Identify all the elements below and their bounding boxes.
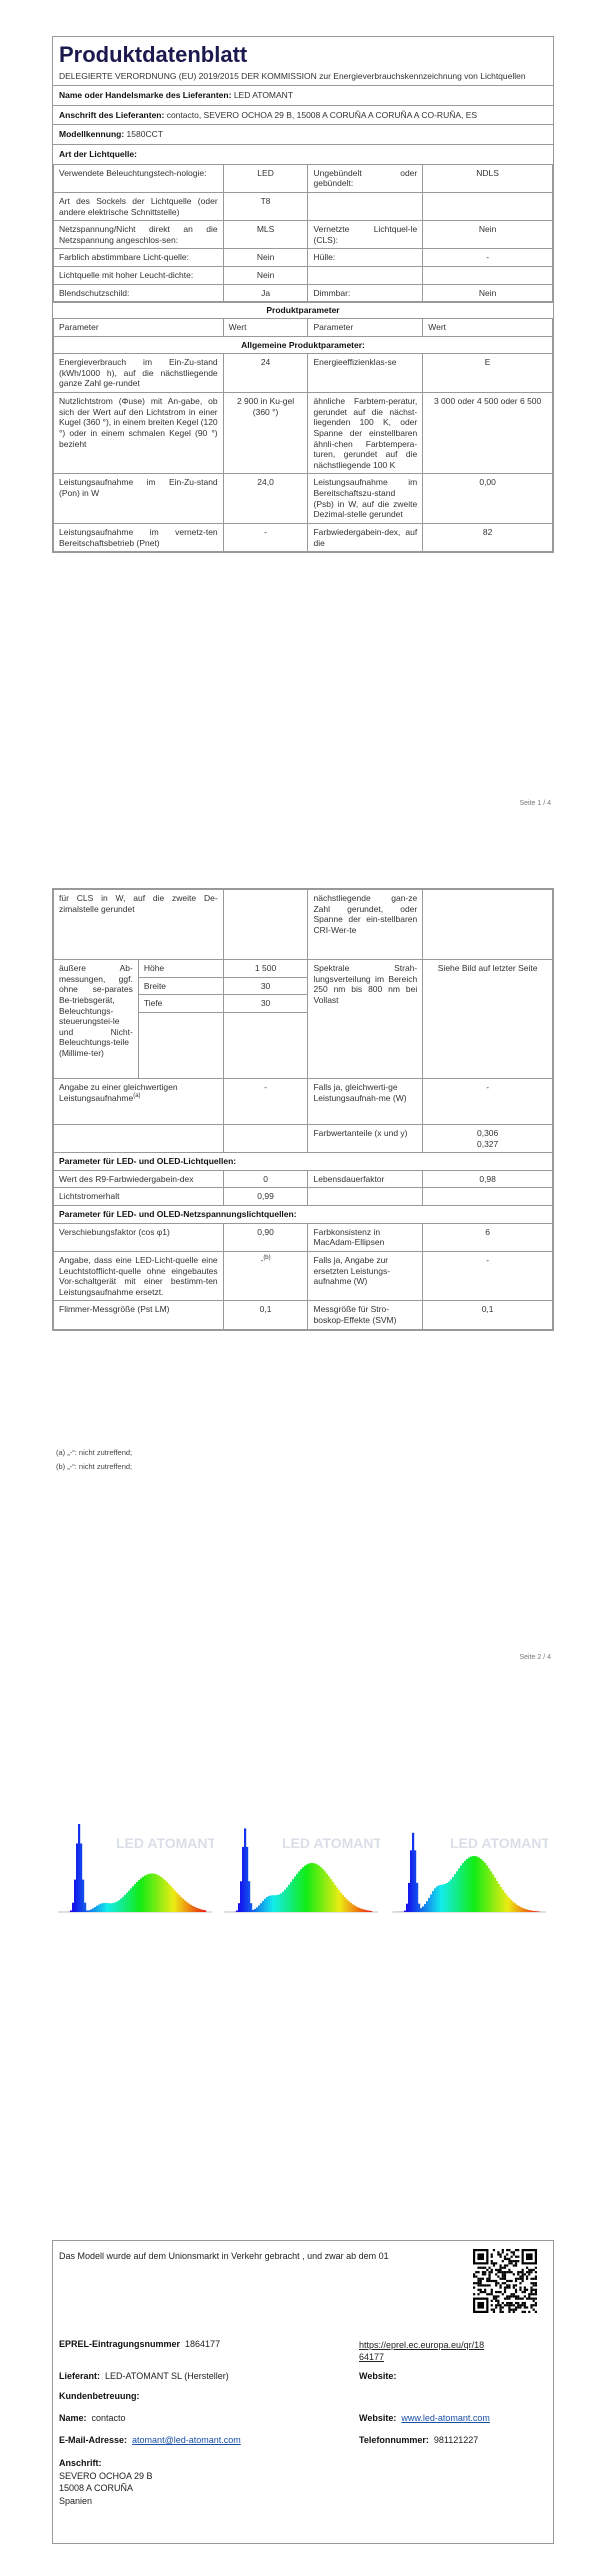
params-table: Parameter Wert Parameter Wert Allgemeine Produktparameter: Energieverbrauch im Ein-Zu-stand (kWh/1000 h), auf die nächstliegende ganze Zahl ge-rundet 24 Energieeffizienklas-se E Nutzlichtstrom (Φuse) mit An-gabe, ob sich der Wert auf den Lichtstrom in einer Kugel (360 °), in einem breiten Kegel (120 °) oder in einem schmalen Kegel (90 °) bezieht 2 900 in Ku-gel (360 °) ähnliche Farbtem-peratur, gerundet auf die nächst-liegenden 100 K, oder Spanne der einstellbaren ähnli-chen Farbtempera-turen, gerundet auf die nächstliegende 100 K 3 000 oder 4 500 oder 6 500 Leistungsaufnahme im Ein-Zu-stand (Pon) in W 24,0 Leistungsaufnahme im Bereitschaftszu-stand (Psb) in W, auf die zweite Dezimal-stelle gerundet 0,00 Leistungsaufnahme im vernetz-ten Bereitschaftsbetrieb (Pnet) - Farbwiedergabein-dex, auf die 82 — [53, 318, 553, 552]
chroma-values: 0,306 0,327 — [423, 1124, 553, 1152]
support-address: Anschrift: SEVERO OCHOA 29 B 15008 A CORUÑA Spanien — [59, 2458, 153, 2506]
page1-sheet — [52, 36, 554, 553]
eprel-number: EPREL-Eintragungsnummer 1864177 — [59, 2339, 221, 2349]
supplier-row: Name oder Handelsmarke des Lieferanten: LED ATOMANT — [53, 85, 553, 105]
market-text: Das Modell wurde auf dem Unionsmarkt in Verkehr gebracht , und zwar ab dem 01 — [59, 2251, 389, 2261]
general-param-row: Leistungsaufnahme im vernetz-ten Bereitschaftsbetrieb (Pnet) - Farbwiedergabein-dex, auf die 82 — [54, 523, 553, 551]
qr-code-icon[interactable] — [473, 2249, 537, 2313]
supplier-info: Lieferant: LED-ATOMANT SL (Hersteller) — [59, 2371, 229, 2381]
support-name: Name: contacto — [59, 2413, 126, 2423]
general-params-heading: Allgemeine Produktparameter: — [54, 336, 553, 354]
eprel-info-box — [52, 2240, 554, 2544]
page-number: Seite 1 / 4 — [519, 800, 551, 807]
eprel-link[interactable]: https://eprel.ec.europa.eu/qr/18 64177 — [359, 2340, 485, 2363]
page-number: Seite 2 / 4 — [519, 1654, 551, 1661]
support-email: E-Mail-Adresse: atomant@led-atomant.com — [59, 2435, 241, 2445]
footnote-a: (a) „-“: nicht zutreffend; — [56, 1448, 133, 1457]
support-heading: Kundenbetreuung: — [59, 2391, 140, 2401]
spectrum-image-6500k — [390, 1818, 548, 1918]
type-row: Lichtquelle mit hoher Leucht-dichte: Nein — [54, 267, 553, 285]
type-row: Verwendete Beleuchtungstech-nologie: LED Ungebündelt oder gebündelt: NDLS — [54, 164, 553, 192]
website-label: Website: — [359, 2371, 397, 2381]
type-row: Art des Sockels der Lichtquelle (oder andere elektrische Schnittstelle) T8 — [54, 192, 553, 220]
general-param-row: Leistungsaufnahme im Ein-Zu-stand (Pon) in W 24,0 Leistungsaufnahme im Bereitschaftszu-stand (Psb) in W, auf die zweite Dezimal-stelle gerundet 0,00 — [54, 474, 553, 524]
email-link[interactable]: atomant@led-atomant.com — [132, 2435, 241, 2445]
type-row: Blendschutzschild: Ja Dimmbar: Nein — [54, 284, 553, 302]
page2-sheet — [52, 888, 554, 1331]
type-row: Farblich abstimmbare Licht-quelle: Nein Hülle: - — [54, 249, 553, 267]
address-row: Anschrift des Lieferanten: contacto, SEVERO OCHOA 29 B, 15008 A CORUÑA A CORUÑA A CO-RUÑA, ES — [53, 105, 553, 125]
type-table — [53, 164, 553, 303]
led-params-heading: Parameter für LED- und OLED-Lichtquellen: — [54, 1153, 553, 1171]
support-website: Website: www.led-atomant.com — [359, 2413, 490, 2423]
spectrum-image-4500k — [222, 1818, 380, 1918]
svg-text:LED ATOMANT: LED ATOMANT — [116, 1835, 214, 1851]
footnote-b: (b) „-“: nicht zutreffend; — [56, 1462, 133, 1471]
svg-text:LED ATOMANT: LED ATOMANT — [450, 1835, 548, 1851]
params-heading: Produktparameter — [53, 302, 553, 318]
general-param-row: Nutzlichtstrom (Φuse) mit An-gabe, ob sich der Wert auf den Lichtstrom in einer Kugel (360 °), in einem breiten Kegel (120 °) oder in einem schmalen Kegel (90 °) bezieht 2 900 in Ku-gel (360 °) ähnliche Farbtem-peratur, gerundet auf die nächst-liegenden 100 K, oder Spanne der einstellbaren ähnli-chen Farbtempera-turen, gerundet auf die nächstliegende 100 K 3 000 oder 4 500 oder 6 500 — [54, 393, 553, 474]
general-param-row: Energieverbrauch im Ein-Zu-stand (kWh/1000 h), auf die nächstliegende ganze Zahl ge-rundet 24 Energieeffizienklas-se E — [54, 354, 553, 393]
model-row: Modellkennung: 1580CCT — [53, 124, 553, 144]
website-link[interactable]: www.led-atomant.com — [401, 2413, 490, 2423]
mains-params-heading: Parameter für LED- und OLED-Netzspannungslichtquellen: — [54, 1206, 553, 1224]
svg-text:LED ATOMANT: LED ATOMANT — [282, 1835, 380, 1851]
page-title: Produktdatenblatt — [59, 42, 248, 67]
params-table-continued: für CLS in W, auf die zweite De-zimalstelle gerundet nächstliegende gan-ze Zahl gerundet, oder Spanne der ein-stellbaren CRI-Wer-te äußere Ab-messungen, ggf. ohne se-parates Be-triebsgerät, Beleuchtungs-steuerungstei-le und Nicht-Beleuchtungs-teile (Millime-ter) Höhe 1 500 Spektrale Strah-lungsverteilung im Bereich 250 nm bis 800 nm bei Vollast Siehe Bild auf letzter Seite Breite 30 Tiefe 30 Angabe zu einer gleichwertigen Leistungsaufnahme$^{(a)}$ - Falls ja, gleichwerti-ge Leistungsaufnah-me (W) - Farbwertanteile (x und y) 0,306 0,327 Parameter für LED- und OLED-Lichtquellen: Wert des R9-Farbwiedergabein-dex 0 Lebensdauerfaktor 0,98 Lichtstromerhalt 0,99 Parameter für LED- und OLED-Netzspannungslichtquellen: Verschiebungsfaktor (cos φ1) 0,90 Farbkonsistenz in MacAdam-Ellipsen 6 Angabe, dass eine LED-Licht-quelle eine Leuchtstofflicht-quelle ohne eingebautes Vor-schaltgerät mit einer bestimm-ten Leistungsaufnahme ersetzt. -$^{(b)}$ Falls ja, Angabe zur ersetzten Leistungs-aufnahme (W) - Flimmer-Messgröße (Pst LM) 0,1 Messgröße für Stro-boskop-Effekte (SVM) 0,1 — [53, 889, 553, 1330]
type-row: Netzspannung/Nicht direkt an die Netzspannung angeschlos-sen: MLS Vernetzte Lichtquel-le (CLS): Nein — [54, 221, 553, 249]
light-source-type-heading: Art der Lichtquelle: — [53, 144, 553, 164]
regulation-text: DELEGIERTE VERORDNUNG (EU) 2019/2015 DER KOMMISSION zur Energieverbrauchskennzeichnung von Lichtquellen — [59, 70, 526, 81]
support-phone: Telefonnummer: 981121227 — [359, 2435, 479, 2445]
spectrum-image-3000k — [56, 1818, 214, 1918]
